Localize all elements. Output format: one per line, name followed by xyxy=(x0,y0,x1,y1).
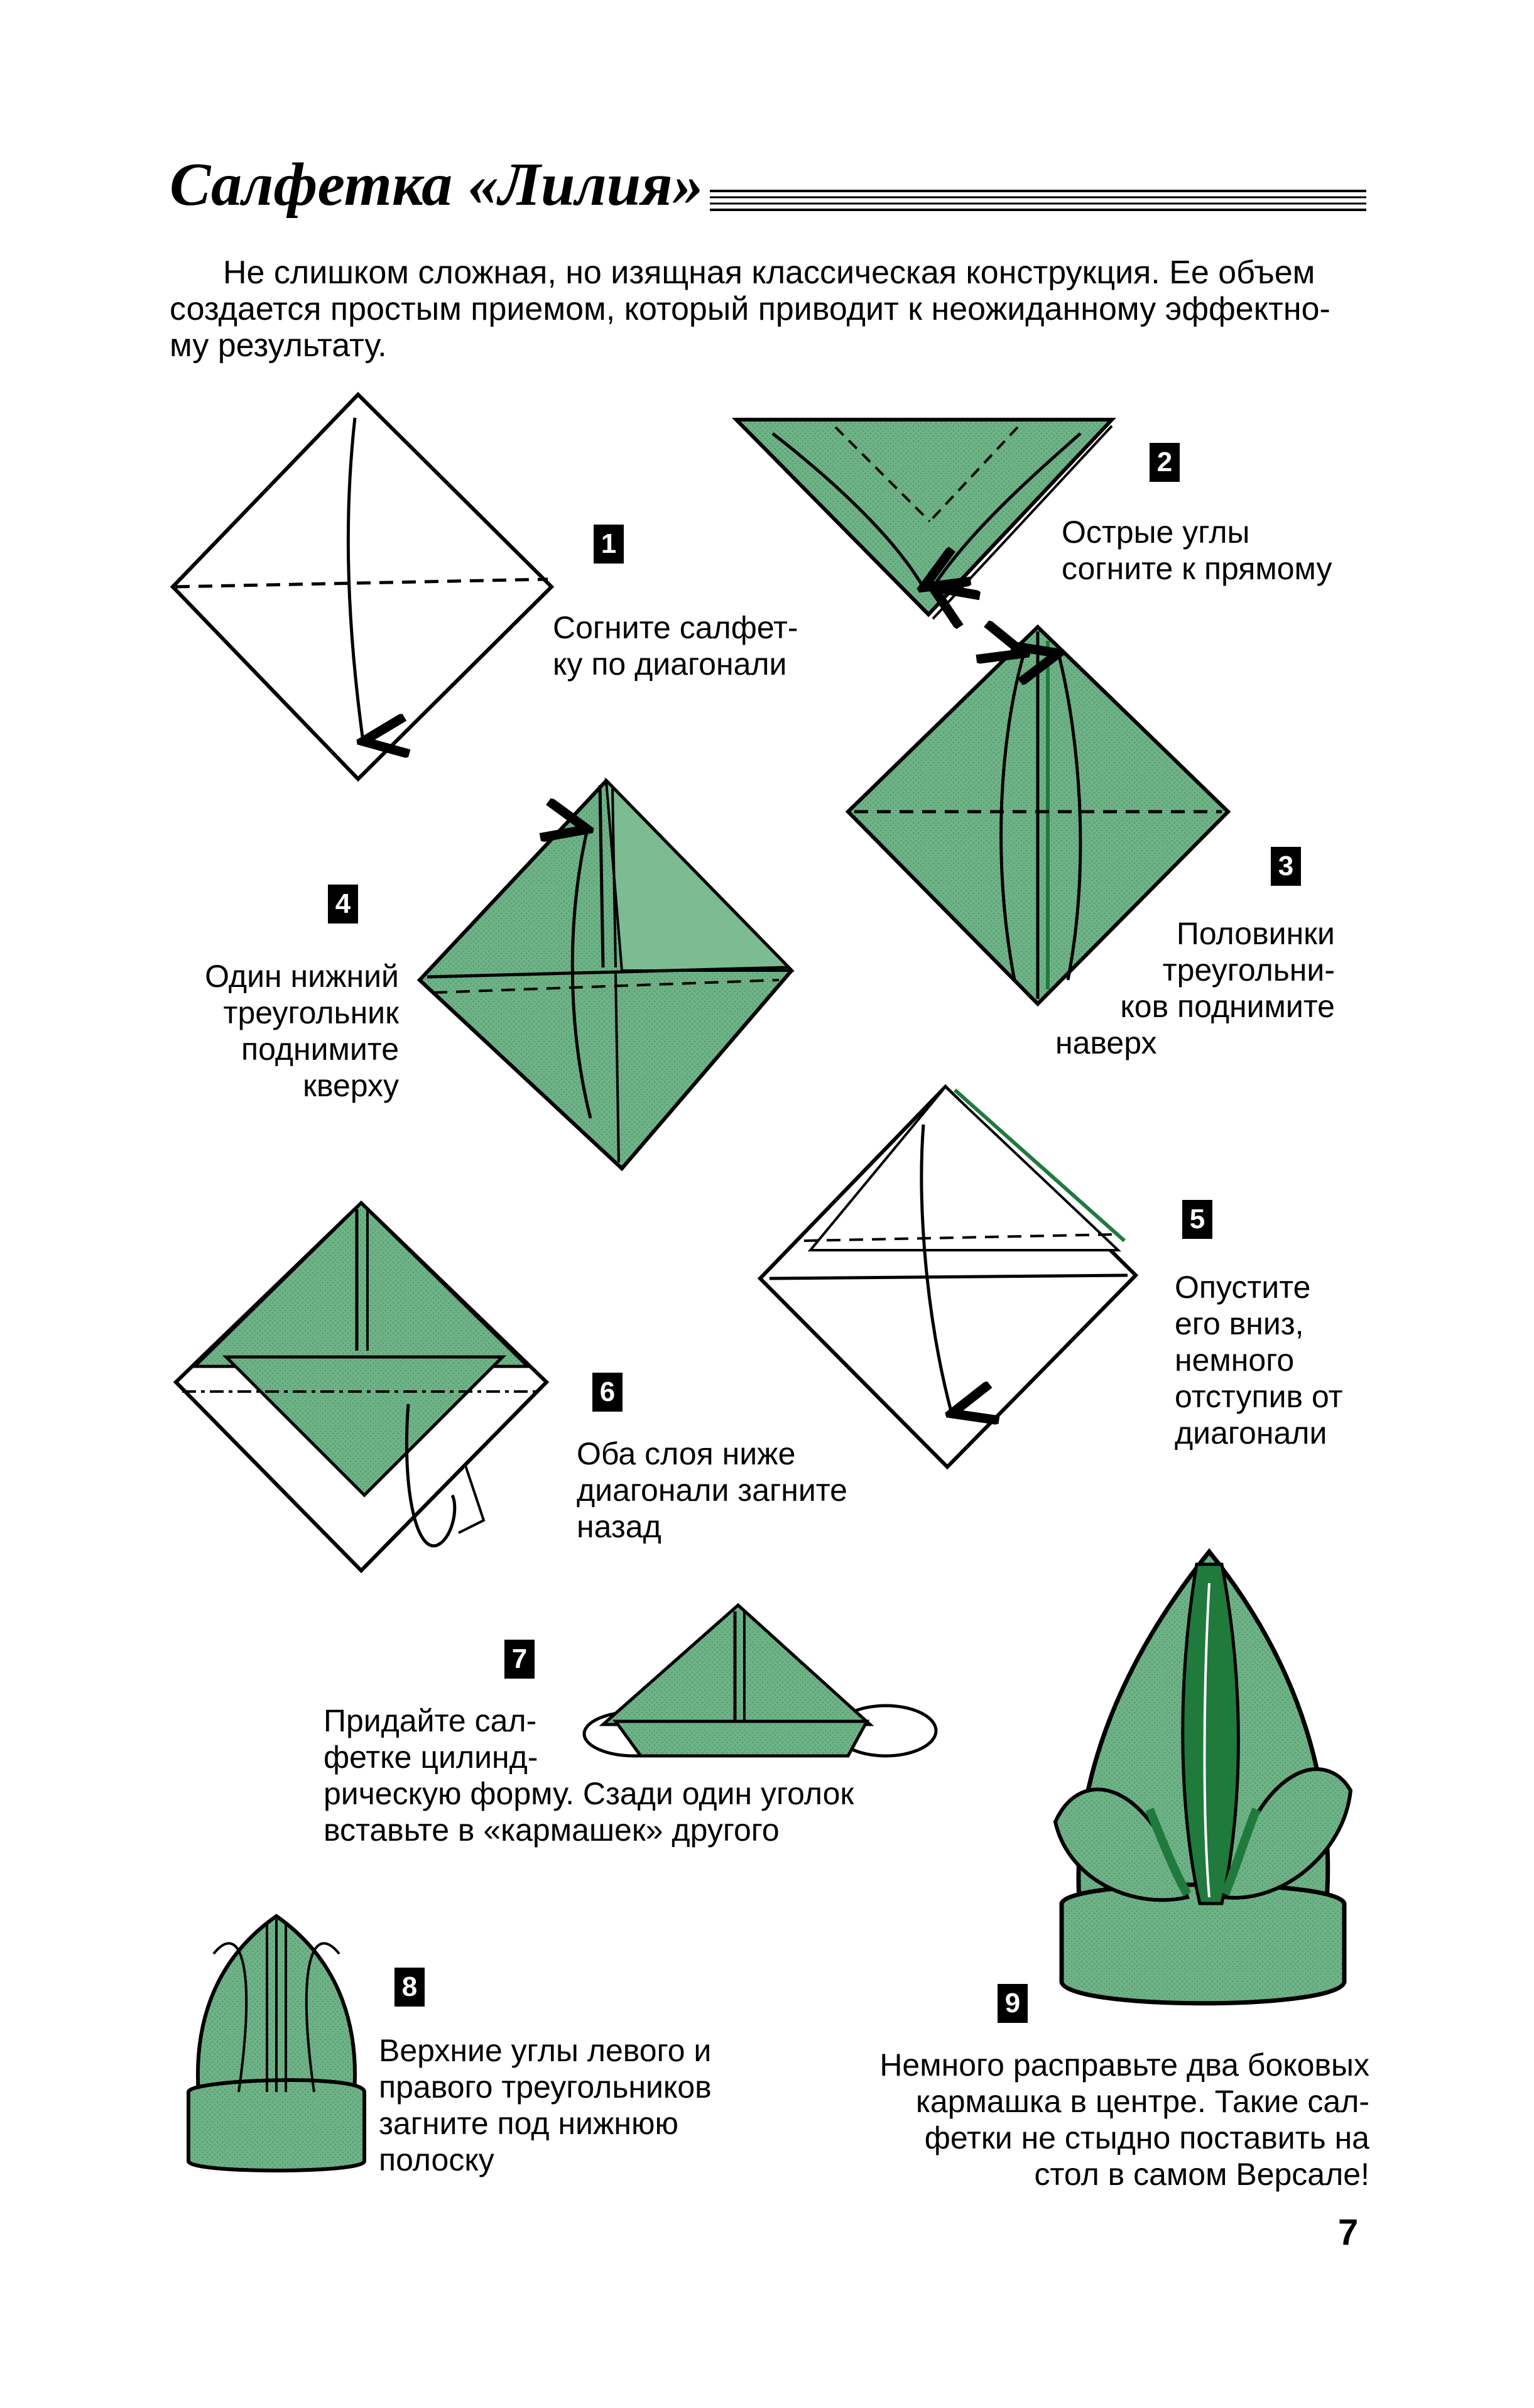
caption-line: рическую форму. Сзади один уголок xyxy=(324,1776,854,1811)
step-number-badge: 9 xyxy=(998,1984,1028,2023)
step7-caption xyxy=(324,1702,854,1848)
intro-line: Не слишком сложная, но изящная классическая конструкция. Ее объем xyxy=(223,254,1315,291)
caption-line: Согните салфет- xyxy=(553,610,798,645)
caption-line: Оба слоя ниже xyxy=(577,1436,796,1471)
caption-line: вставьте в «кармашек» другого xyxy=(324,1812,780,1848)
caption-line: Острые углы xyxy=(1062,515,1250,550)
step5-caption xyxy=(1175,1269,1343,1451)
caption-line: ков поднимите xyxy=(1120,989,1335,1024)
caption-line: кармашка в центре. Такие сал- xyxy=(915,2084,1369,2119)
caption-line: отступив от xyxy=(1175,1379,1343,1414)
step2-caption xyxy=(1062,514,1332,587)
step9-caption xyxy=(835,2047,1369,2193)
step-number-badge: 3 xyxy=(1271,847,1301,886)
caption-line: стол в самом Версале! xyxy=(1034,2157,1369,2192)
caption-line: Немного расправьте два боковых xyxy=(879,2047,1369,2083)
step8-caption xyxy=(379,2032,712,2178)
step-number-badge: 8 xyxy=(394,1968,425,2007)
caption-line: фетки не стыдно поставить на xyxy=(924,2120,1369,2155)
step-number-badge: 7 xyxy=(504,1640,535,1679)
step9-diagram xyxy=(1055,1552,1351,2003)
caption-line: фетке цилинд- xyxy=(324,1740,538,1775)
caption-line: его вниз, xyxy=(1175,1306,1304,1341)
step1-diagram xyxy=(173,395,552,779)
caption-line: Опустите xyxy=(1175,1270,1311,1305)
caption-line: кверху xyxy=(303,1068,399,1103)
caption-line: наверх xyxy=(1055,1025,1157,1060)
step8-diagram xyxy=(188,1916,364,2171)
caption-line: треугольник xyxy=(223,995,399,1030)
caption-line: немного xyxy=(1175,1343,1295,1378)
caption-line: Половинки xyxy=(1176,916,1335,951)
step5-diagram xyxy=(760,1087,1136,1467)
intro-line: создается простым приемом, который приводит к неожиданному эффектно- xyxy=(170,291,1330,327)
step1-caption xyxy=(553,609,798,682)
caption-line: ку по диагонали xyxy=(553,646,787,682)
step-number-badge: 6 xyxy=(592,1373,623,1412)
step3-caption xyxy=(1055,915,1335,1061)
step-number-badge: 5 xyxy=(1182,1200,1212,1239)
caption-line: загните под нижнюю xyxy=(379,2106,679,2141)
caption-line: Верхние углы левого и xyxy=(379,2033,712,2068)
intro-line: му результату. xyxy=(170,327,387,364)
step6-caption xyxy=(577,1436,847,1545)
caption-line: Придайте сал- xyxy=(324,1703,537,1738)
caption-line: Один нижний xyxy=(205,959,399,994)
page-number: 7 xyxy=(1338,2212,1359,2253)
caption-line: диагонали загните xyxy=(577,1473,847,1508)
step4-diagram xyxy=(420,781,791,1169)
caption-line: полоску xyxy=(379,2142,494,2177)
page-title: Салфетка «Лилия» xyxy=(170,151,704,219)
caption-line: поднимите xyxy=(241,1032,399,1067)
caption-line: треугольни- xyxy=(1162,952,1335,988)
caption-line: диагонали xyxy=(1175,1415,1327,1451)
caption-line: правого треугольников xyxy=(379,2069,712,2105)
step-number-badge: 1 xyxy=(594,525,624,564)
step6-diagram xyxy=(176,1203,547,1571)
step-number-badge: 4 xyxy=(328,885,358,923)
step2-diagram xyxy=(736,420,1112,619)
caption-line: назад xyxy=(577,1509,661,1544)
caption-line: согните к прямому xyxy=(1062,551,1332,586)
step-number-badge: 2 xyxy=(1150,443,1180,482)
step4-caption xyxy=(163,958,399,1104)
